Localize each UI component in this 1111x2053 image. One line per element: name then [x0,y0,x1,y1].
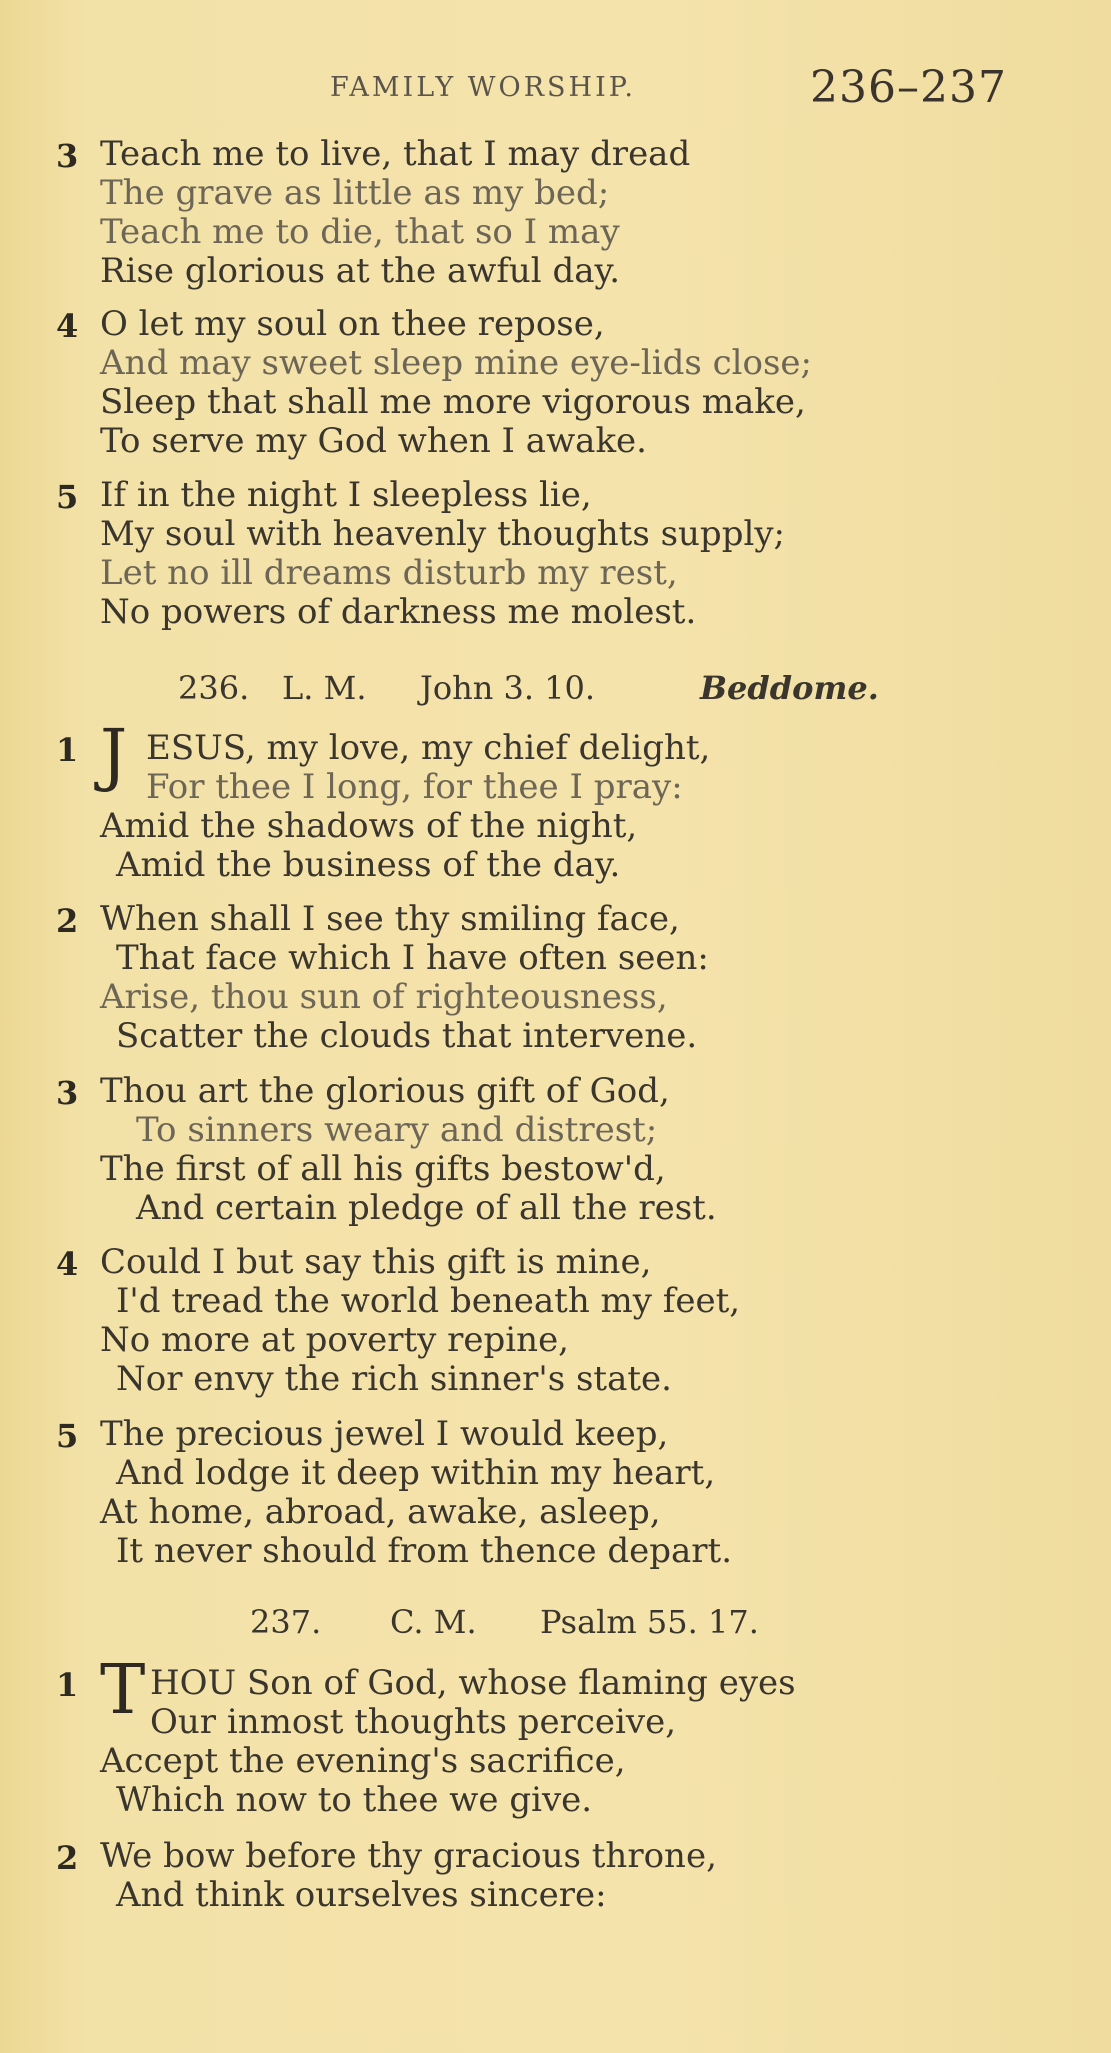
verse-line: And may sweet sleep mine eye-lids close; [100,343,813,383]
hymn-number: 236. [178,669,250,707]
hymn-number: 237. [250,1603,322,1641]
hymn-scripture: Psalm 55. 17. [540,1603,759,1641]
verse-line: I'd tread the world beneath my feet, [116,1281,741,1321]
verse-line: Sleep that shall me more vigorous make, [100,382,806,422]
verse-line: Thou art the glorious gift of God, [100,1071,670,1111]
drop-cap: T [100,1651,146,1730]
verse-line: The first of all his gifts bestow'd, [100,1149,666,1189]
verse-number: 3 [56,1074,79,1112]
verse-line: And certain pledge of all the rest. [136,1188,717,1228]
verse-line: Arise, thou sun of righteousness, [100,977,668,1017]
verse-line: Let no ill dreams disturb my rest, [100,553,678,593]
verse-line: The grave as little as my bed; [100,173,610,213]
verse-line: At home, abroad, awake, asleep, [100,1492,661,1532]
verse-line: It never should from thence depart. [116,1531,733,1571]
verse-number: 4 [56,307,79,345]
verse-line: To sinners weary and distrest; [136,1110,658,1150]
verse-line: To serve my God when I awake. [100,421,647,461]
verse-number: 5 [56,1417,79,1455]
running-title: FAMILY WORSHIP. [330,72,637,103]
verse-line: When shall I see thy smiling face, [100,899,680,939]
verse-line: Accept the evening's sacrifice, [100,1741,626,1781]
verse-number: 3 [56,137,79,175]
verse-line: No powers of darkness me molest. [100,592,697,632]
verse-number: 2 [56,902,79,940]
hymn-meter: C. M. [390,1603,477,1641]
verse-line: Which now to thee we give. [116,1780,593,1820]
hymn-author: Beddome. [700,669,879,707]
verse-line: Our inmost thoughts perceive, [150,1702,677,1742]
drop-cap: J [100,716,128,795]
page-header [0,62,1111,122]
verse-line: Teach me to die, that so I may [100,212,620,252]
verse-line: HOU Son of God, whose flaming eyes [150,1663,796,1703]
verse-line: Scatter the clouds that intervene. [116,1016,698,1056]
verse-line: My soul with heavenly thoughts supply; [100,514,785,554]
verse-line: Teach me to live, that I may dread [100,134,691,174]
verse-line: Amid the business of the day. [116,845,621,885]
verse-number: 1 [56,1666,79,1704]
hymn-scripture: John 3. 10. [420,669,596,707]
verse-number: 5 [56,478,79,516]
verse-line: Could I but say this gift is mine, [100,1242,652,1282]
verse-line: That face which I have often seen: [116,938,709,978]
verse-number: 1 [56,731,79,769]
verse-line: O let my soul on thee repose, [100,304,605,344]
page-number: 236–237 [810,62,1007,113]
verse-number: 2 [56,1839,79,1877]
verse-line: And lodge it deep within my heart, [116,1453,716,1493]
verse-line: And think ourselves sincere: [116,1875,607,1915]
verse-line: No more at poverty repine, [100,1320,569,1360]
verse-number: 4 [56,1245,79,1283]
verse-line: The precious jewel I would keep, [100,1414,669,1454]
verse-line: We bow before thy gracious throne, [100,1836,717,1876]
verse-line: If in the night I sleepless lie, [100,475,592,515]
verse-line: Nor envy the rich sinner's state. [116,1359,672,1399]
verse-line: For thee I long, for thee I pray: [146,767,683,807]
verse-line: Amid the shadows of the night, [100,806,638,846]
verse-line: Rise glorious at the awful day. [100,251,621,291]
hymn-meter: L. M. [282,669,367,707]
verse-line: ESUS, my love, my chief delight, [146,728,711,768]
